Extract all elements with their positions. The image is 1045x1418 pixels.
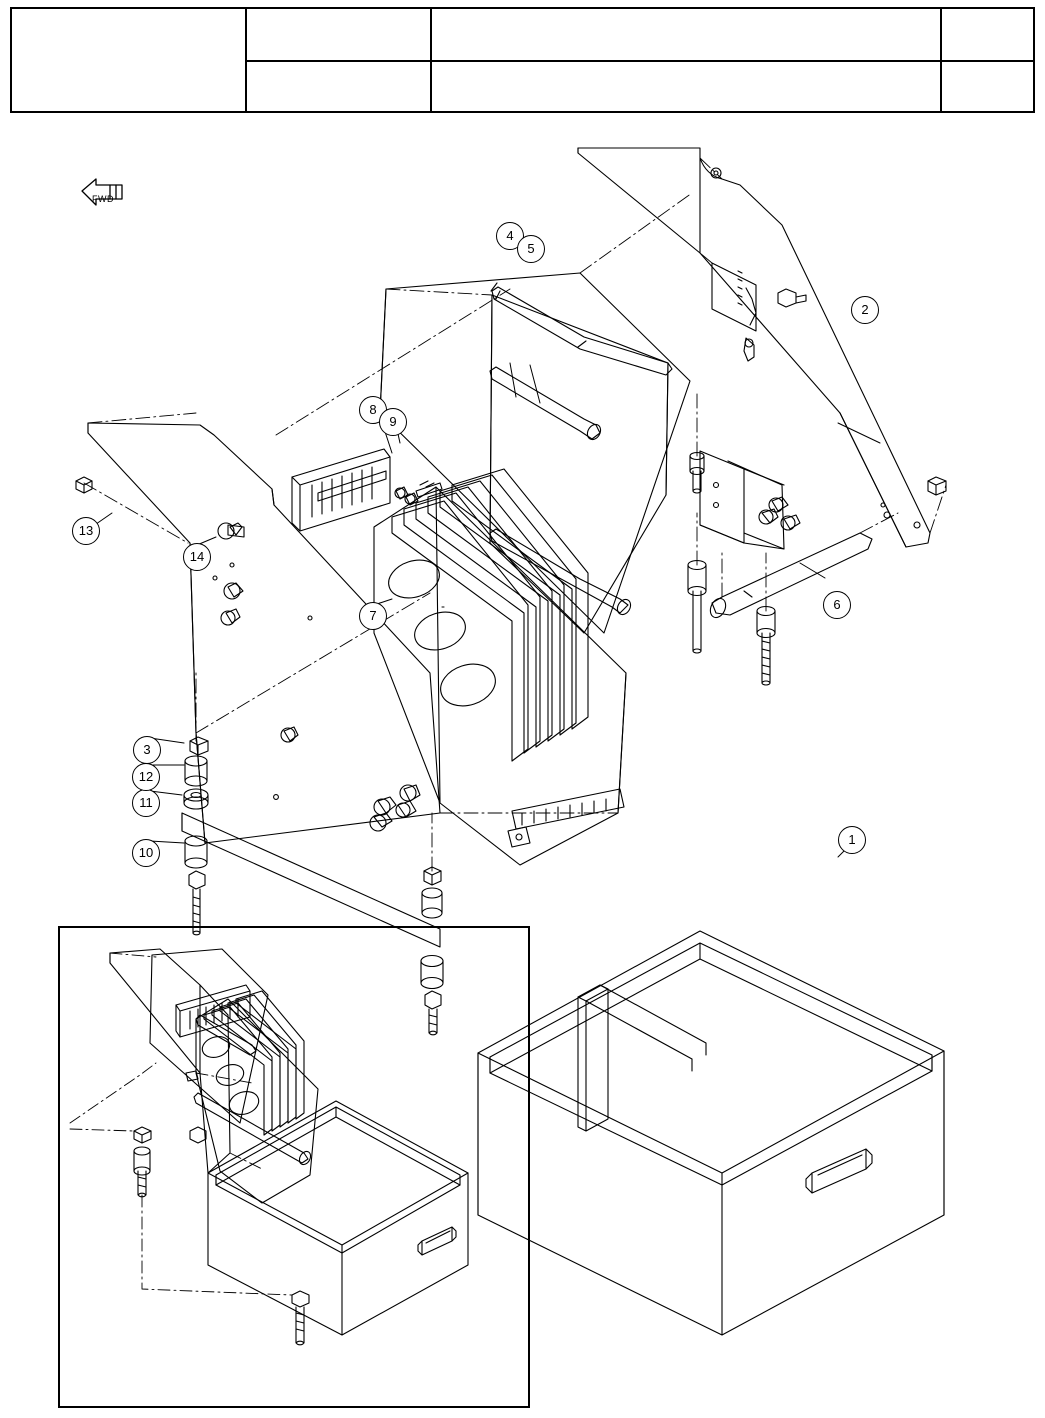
title-block xyxy=(10,7,1035,113)
left-edge-fastener xyxy=(76,477,92,493)
right-side-panel xyxy=(578,148,930,547)
callout-balloon-3[interactable]: 3 xyxy=(133,736,161,764)
callout-balloon-5[interactable]: 5 xyxy=(517,235,545,263)
callout-balloon-7[interactable]: 7 xyxy=(359,602,387,630)
title-block-mid-top-text xyxy=(247,9,430,17)
title-block-row-divider xyxy=(247,60,1033,62)
connector-block xyxy=(292,449,442,531)
pedal-bank xyxy=(374,469,626,865)
callout-balloon-1[interactable]: 1 xyxy=(838,826,866,854)
detail-view-frame xyxy=(58,926,530,1408)
bolt-right xyxy=(757,607,775,686)
callout-balloon-11[interactable]: 11 xyxy=(132,789,160,817)
title-block-left-cell xyxy=(12,9,247,111)
callout-balloon-14[interactable]: 14 xyxy=(183,543,211,571)
title-block-main-top-text xyxy=(432,9,940,17)
fwd-direction-label: FWD xyxy=(92,194,114,204)
callout-balloon-8[interactable]: 8 xyxy=(359,396,387,424)
callout-balloon-10[interactable]: 10 xyxy=(132,839,160,867)
exploded-phantom-lines xyxy=(84,158,946,871)
standoff-right-upper xyxy=(690,453,704,494)
equipment-box xyxy=(478,931,944,1335)
callout-balloon-12[interactable]: 12 xyxy=(132,763,160,791)
rear-backing-panel xyxy=(380,273,690,633)
callout-balloon-2[interactable]: 2 xyxy=(851,296,879,324)
title-block-left-text xyxy=(12,9,245,17)
right-bracket-assembly xyxy=(700,451,800,549)
cross-rod-mid xyxy=(490,367,603,442)
left-standoff-stack xyxy=(182,737,440,947)
callout-balloon-9[interactable]: 9 xyxy=(379,408,407,436)
cross-rod-upper xyxy=(492,287,672,375)
callout-balloon-13[interactable]: 13 xyxy=(72,517,100,545)
title-block-right-top-text xyxy=(942,9,1033,17)
callout-balloon-4[interactable]: 4 xyxy=(496,222,524,250)
standoff-right-lower xyxy=(688,561,706,654)
callout-leader-lines xyxy=(86,363,880,857)
callout-balloon-6[interactable]: 6 xyxy=(823,591,851,619)
upper-right-fastener xyxy=(778,289,806,307)
